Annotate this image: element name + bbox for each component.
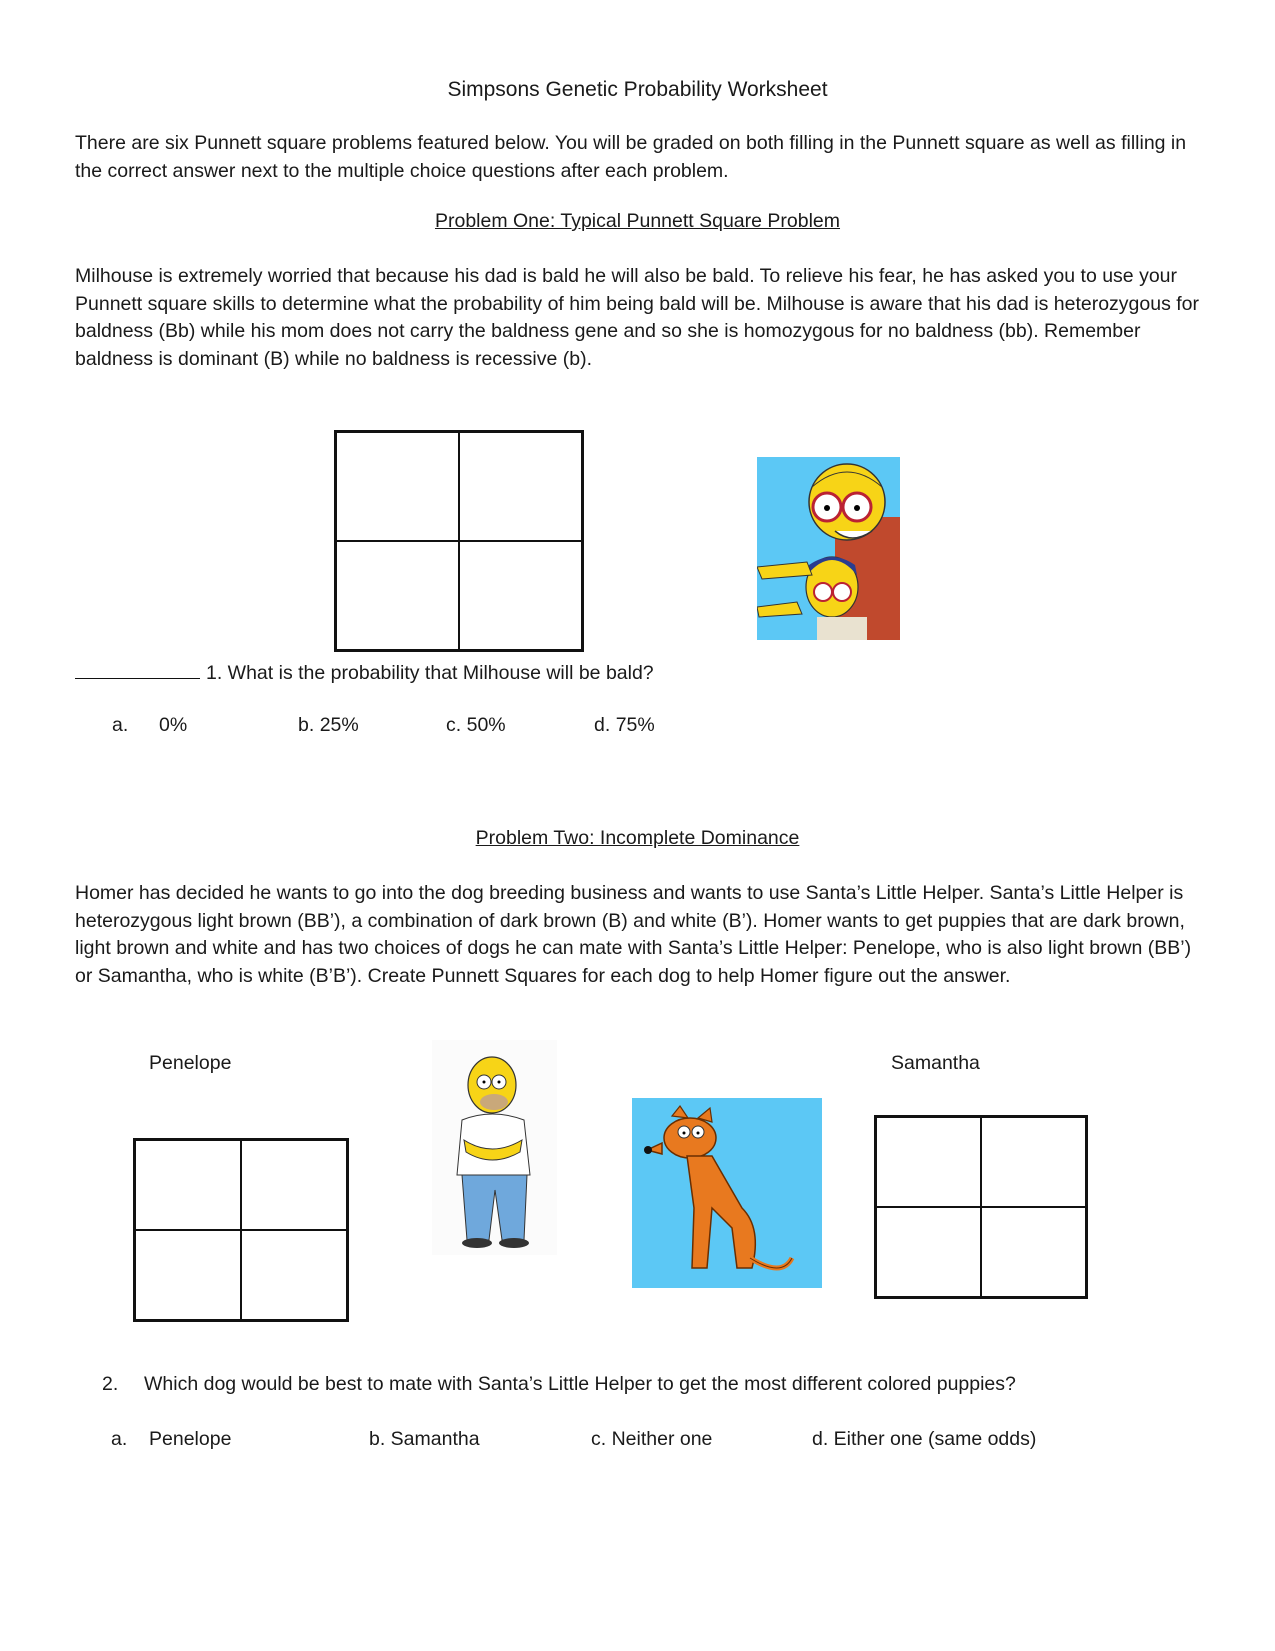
choice-2c: c. Neither one	[591, 1428, 713, 1450]
punnett-cell[interactable]	[336, 432, 459, 541]
worksheet-title: Simpsons Genetic Probability Worksheet	[447, 78, 828, 101]
punnett-cell[interactable]	[876, 1207, 981, 1297]
intro-paragraph: There are six Punnett square problems featured below. You will be graded on both filling in the Punnett square as well as filling in the correct answer next to the multiple choice questions after each problem.	[75, 132, 1187, 182]
choice-text: Penelope	[149, 1428, 232, 1450]
santas-little-helper-image	[632, 1098, 822, 1288]
choice-2b: b. Samantha	[369, 1428, 480, 1450]
choice-1d	[594, 714, 655, 737]
choice-letter: c.	[446, 714, 462, 736]
choice-letter: b.	[298, 714, 315, 736]
question-1-text: 1. What is the probability that Milhouse will be bald?	[206, 662, 654, 684]
choice-1a	[112, 714, 188, 737]
choice-letter: a.	[112, 714, 129, 736]
punnett-cell[interactable]	[459, 432, 582, 541]
problem-one-text: Milhouse is extremely worried that because his dad is bald he will also be bald. To relieve his fear, he has asked you to use your Punnett square skills to determine what the probability of him being bald will be. Milhouse is aware that his dad is heterozygous for baldness (Bb) while his mom does not carry the baldness gene and so she is homozygous for no baldness (bb). Remember baldness is dominant (B) while no baldness is recessive (b).	[75, 265, 1200, 370]
punnett-cell[interactable]	[876, 1117, 981, 1207]
choice-2d: d. Either one (same odds)	[812, 1428, 1037, 1450]
question-1	[75, 660, 654, 685]
punnett-square-samantha[interactable]	[874, 1115, 1088, 1299]
choice-text: 50%	[466, 714, 506, 736]
punnett-square-1[interactable]	[334, 430, 584, 652]
homer-image	[432, 1040, 557, 1255]
question-2-number: 2.	[102, 1373, 119, 1395]
choice-1c	[446, 714, 506, 737]
choice-1b	[298, 714, 359, 737]
punnett-cell[interactable]	[135, 1140, 241, 1230]
punnett-cell[interactable]	[981, 1117, 1086, 1207]
choice-text: 0%	[159, 714, 188, 736]
punnett-cell[interactable]	[241, 1230, 347, 1320]
choice-letter: a.	[111, 1428, 128, 1450]
choice-text: 25%	[319, 714, 359, 736]
punnett-cell[interactable]	[135, 1230, 241, 1320]
punnett-square-penelope[interactable]	[133, 1138, 349, 1322]
punnett-cell[interactable]	[336, 541, 459, 650]
problem-two-text: Homer has decided he wants to go into the dog breeding business and wants to use Santa’s Little Helper. Santa’s Little Helper is heterozygous light brown (BB’), a combination of dark brown (B) and white (B’). Homer wants to get puppies that are dark brown, light brown and white and has two choices of dogs he can mate with Santa’s Little Helper: Penelope, who is also light brown (BB’) or Samantha, who is white (B’B’). Create Punnett Squares for each dog to help Homer figure out the answer.	[75, 882, 1192, 987]
problem-two-heading: Problem Two: Incomplete Dominance	[475, 827, 800, 849]
punnett-cell[interactable]	[981, 1207, 1086, 1297]
penelope-label: Penelope	[149, 1052, 232, 1074]
punnett-cell[interactable]	[241, 1140, 347, 1230]
question-2-text: Which dog would be best to mate with Santa’s Little Helper to get the most different colored puppies?	[144, 1373, 1016, 1395]
milhouse-and-dad-image	[757, 457, 900, 640]
choice-text: 75%	[615, 714, 655, 736]
choice-letter: d.	[594, 714, 611, 736]
answer-blank-1[interactable]	[75, 660, 200, 679]
problem-one-heading: Problem One: Typical Punnett Square Problem	[434, 210, 841, 232]
samantha-label: Samantha	[891, 1052, 980, 1074]
choice-2a	[111, 1428, 232, 1451]
punnett-cell[interactable]	[459, 541, 582, 650]
